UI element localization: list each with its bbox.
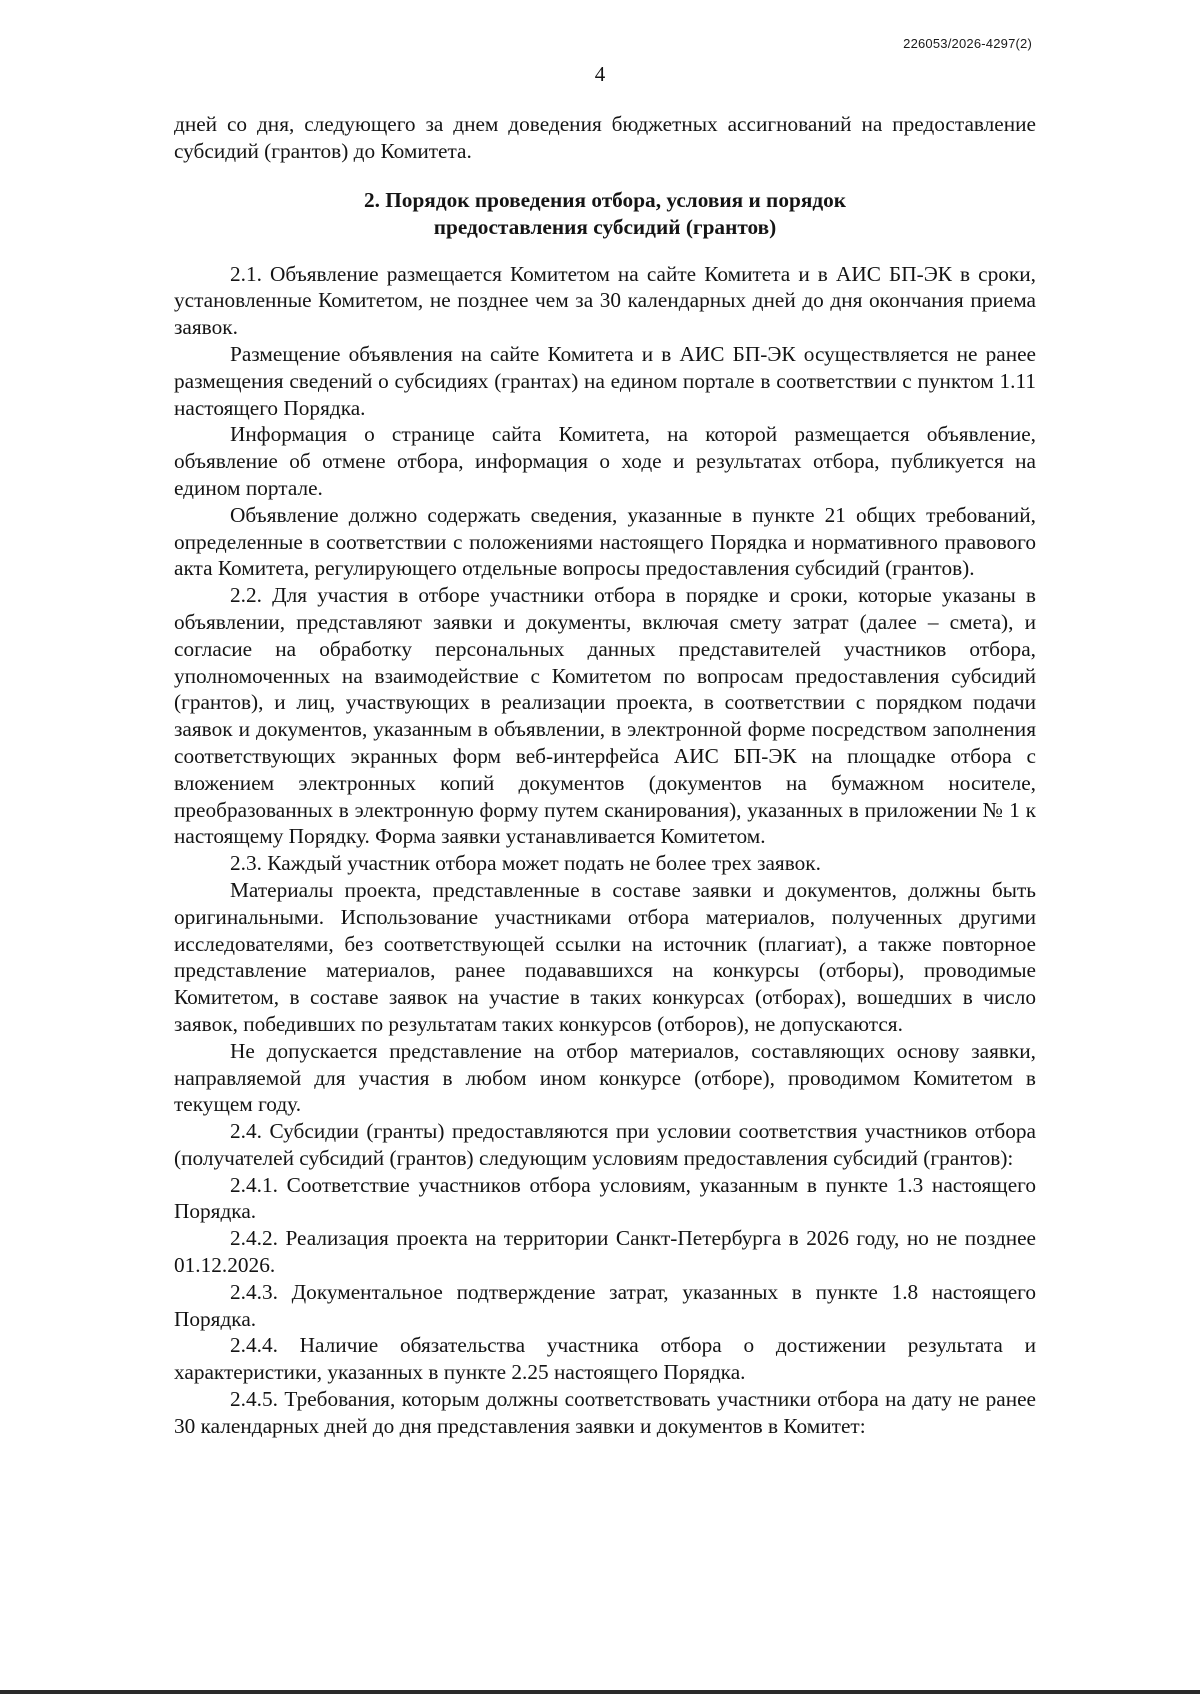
paragraph-2-4-4: 2.4.4. Наличие обязательства участника отбора о достижении результата и характеристики, указанных в пункте 2.25 настоящего Порядка. [174,1333,1036,1385]
paragraph-announcement-content: Объявление должно содержать сведения, указанные в пункте 21 общих требований, определенные в соответствии с положениями настоящего Порядка и нормативного правового акта Комитета, регулирующего отдельные вопросы предоставления субсидий (грантов). [174,502,1036,581]
paragraph-site-information: Информация о странице сайта Комитета, на которой размещается объявление, объявление об отмене отбора, информация о ходе и результатах отбора, публикуется на едином портале. [174,422,1036,500]
paragraph-2-4-1: 2.4.1. Соответствие участников отбора условиям, указанным в пункте 1.3 настоящего Порядка. [174,1172,1036,1224]
document-registration-number: 226053/2026-4297(2) [903,36,1032,51]
paragraph-materials-restriction: Не допускается представление на отбор материалов, составляющих основу заявки, направляемой для участия в любом ином конкурсе (отборе), проводимом Комитетом в текущем году. [174,1038,1036,1117]
paragraph-2-4-5: 2.4.5. Требования, которым должны соответствовать участники отбора на дату не ранее 30 календарных дней до дня представления заявки и документов в Комитет: [174,1387,1036,1438]
page-number: 4 [594,62,606,86]
paragraph-2-2: 2.2. Для участия в отборе участники отбора в порядке и сроки, которые указаны в объявлении, представляют заявки и документы, включая смету затрат (далее – смета), и согласие на обработку персональных данных представителей участников отбора, уполномоченных на взаимодействие с Комитетом по вопросам предоставления субсидий (грантов), и лиц, участвующих в реализации проекта, в соответствии с порядком подачи заявок и документов, указанным в объявлении, в электронной форме посредством заполнения соответствующих экранных форм веб-интерфейса АИС БП-ЭК на площадке отбора с вложением электронных копий документов (документов на бумажном носителе, преобразованных в электронную форму путем сканирования), указанных в приложении № 1 к настоящему Порядку. Форма заявки устанавливается Комитетом. [174,583,1036,849]
paragraph-2-4: 2.4. Субсидии (гранты) предоставляются при условии соответствия участников отбора (получателей субсидий (грантов) следующим условиям предоставления субсидий (грантов): [174,1119,1036,1170]
paragraph-2-4-2: 2.4.2. Реализация проекта на территории Санкт-Петербурга в 2026 году, но не позднее 01.12.2026. [174,1226,1036,1278]
document-body [174,111,1036,1440]
section-heading [174,187,1036,241]
paragraph-2-4-3: 2.4.3. Документальное подтверждение затрат, указанных в пункте 1.8 настоящего Порядка. [174,1279,1036,1331]
paragraph-project-materials: Материалы проекта, представленные в составе заявки и документов, должны быть оригинальными. Использование участниками отбора материалов, полученных другими исследователями, без соответствующей ссылки на источник (плагиат), а также повторное представление материалов, ранее подававшихся на конкурсы (отборы), проводимые Комитетом, в составе заявок на участие в таких конкурсах (отборах), вошедших в число заявок, победивших по результатам таких конкурсов (отборов), не допускаются. [174,877,1036,1036]
paragraph-2-3: 2.3. Каждый участник отбора может подать не более трех заявок. [230,851,821,876]
section-heading-line-1: 2. Порядок проведения отбора, условия и порядок [363,187,847,212]
paragraph-continuation: дней со дня, следующего за днем доведения бюджетных ассигнований на предоставление субсидий (грантов) до Комитета. [174,112,1036,163]
paragraph-2-1: 2.1. Объявление размещается Комитетом на сайте Комитета и в АИС БП-ЭК в сроки, установленные Комитетом, не позднее чем за 30 календарных дней до дня окончания приема заявок. [174,261,1036,340]
section-heading-line-2: предоставления субсидий (грантов) [433,214,777,239]
scan-bottom-edge-line [0,1690,1200,1694]
paragraph-announcement-placement: Размещение объявления на сайте Комитета и в АИС БП-ЭК осуществляется не ранее размещения сведений о субсидиях (грантах) на едином портале в соответствии с пунктом 1.11 настоящего Порядка. [174,341,1036,420]
